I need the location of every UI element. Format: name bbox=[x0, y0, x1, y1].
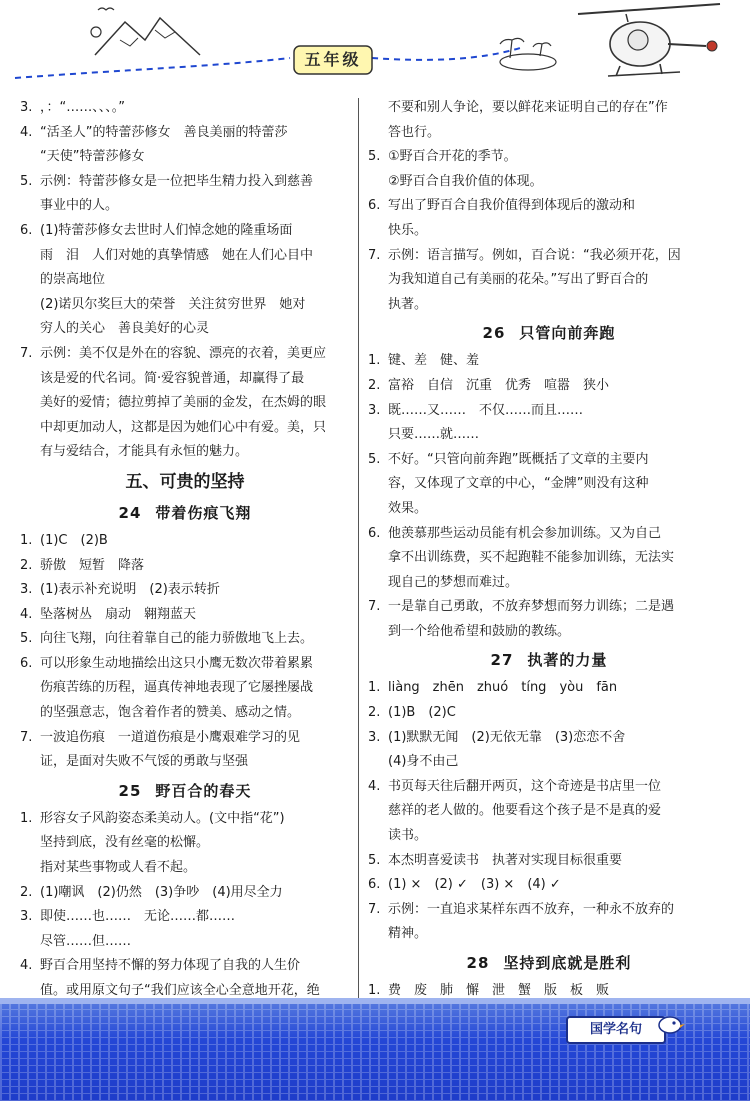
guoxue-badge: 国学名句 bbox=[566, 1016, 666, 1044]
answer-continuation: 为我知道自己有美丽的花朵。”写出了野百合的 bbox=[388, 272, 649, 288]
header-illustration bbox=[0, 0, 750, 92]
answer-continuation: 效果。 bbox=[388, 500, 428, 516]
answer-item bbox=[20, 342, 350, 367]
answer-text: 即使……也…… 无论……都…… bbox=[40, 909, 236, 925]
answer-text: (1)嘲讽 (2)仍然 (3)争吵 (4)用尽全力 bbox=[40, 884, 283, 900]
answer-item bbox=[20, 627, 350, 652]
answer-text: 向往飞翔，向往着靠自己的能力骄傲地飞上去。 bbox=[40, 631, 314, 647]
answer-item bbox=[20, 219, 350, 244]
answer-continuation: 不要和别人争论，要以鲜花来证明自己的存在”作 bbox=[388, 100, 668, 115]
answer-number: 2. bbox=[20, 557, 33, 573]
answer-number: 7. bbox=[20, 729, 33, 745]
answer-continuation: 中却更加动人，这都是因为她们心中有爱。美，只 bbox=[40, 419, 327, 435]
answer-continuation: 坚持到底，没有丝毫的松懈。 bbox=[40, 835, 210, 851]
answer-continuation: 指对某些事物或人看不起。 bbox=[40, 860, 197, 876]
answer-item bbox=[368, 374, 730, 399]
lesson-name: 坚持到底就是胜利 bbox=[503, 954, 632, 972]
cartoon-bird-icon bbox=[655, 1012, 685, 1036]
answer-item bbox=[20, 954, 350, 979]
answer-continuation: 到一个给他希望和鼓励的教练。 bbox=[388, 623, 571, 639]
answer-number: 1. bbox=[368, 353, 381, 369]
island-icon bbox=[500, 54, 556, 70]
lesson-number: 25 bbox=[118, 781, 142, 800]
answer-number: 6. bbox=[20, 222, 33, 238]
answer-text: 坠落树丛 扇动 翱翔蓝天 bbox=[40, 606, 197, 622]
answer-number: 7. bbox=[368, 599, 381, 615]
lesson-number: 24 bbox=[118, 503, 142, 522]
answer-item bbox=[20, 905, 350, 930]
answer-number: 7. bbox=[368, 901, 381, 917]
answer-continuation: ②野百合自我价值的体现。 bbox=[388, 173, 543, 189]
answer-text: 不好。“只管向前奔跑”既概括了文章的主要内 bbox=[388, 451, 649, 467]
answer-continuation: 答也行。 bbox=[388, 124, 441, 140]
helicopter-icon bbox=[578, 4, 720, 76]
answer-text: 他羡慕那些运动员能有机会参加训练。又为自己 bbox=[388, 525, 662, 541]
answer-text: 示例：语言描写。例如，百合说：“我必须开花，因 bbox=[388, 247, 681, 263]
answer-text: (1)表示补充说明 (2)表示转折 bbox=[40, 582, 220, 598]
answer-number: 5. bbox=[20, 173, 33, 189]
left-column bbox=[20, 96, 350, 1004]
answer-continuation: (4)身不由己 bbox=[388, 754, 459, 770]
answer-item bbox=[368, 194, 730, 219]
answer-text: 键、差 健、羞 bbox=[388, 353, 480, 369]
answer-item bbox=[20, 96, 350, 121]
sun-icon bbox=[91, 27, 101, 37]
lesson-number: 28 bbox=[466, 954, 490, 972]
answer-item bbox=[368, 522, 730, 547]
answer-continuation: 事业中的人。 bbox=[40, 198, 119, 214]
answer-text: 可以形象生动地描绘出这只小鹰无数次带着累累 bbox=[40, 655, 314, 671]
lesson-number: 26 bbox=[482, 324, 506, 343]
bird-icon bbox=[98, 8, 114, 10]
answer-continuation: 证，是面对失败不气馁的勇敢与坚强 bbox=[40, 754, 249, 770]
answer-item bbox=[20, 554, 350, 579]
lesson-number: 27 bbox=[490, 651, 514, 670]
answer-text: 富裕 自信 沉重 优秀 喧嚣 狭小 bbox=[388, 377, 610, 393]
answer-text: 野百合用坚持不懈的努力体现了自我的人生价 bbox=[40, 958, 301, 974]
answer-number: 6. bbox=[368, 877, 381, 893]
answer-text: 写出了野百合自我价值得到体现后的激动和 bbox=[388, 198, 636, 214]
answer-number: 7. bbox=[20, 345, 33, 361]
answer-number: 4. bbox=[20, 124, 33, 140]
answer-number: 4. bbox=[20, 606, 33, 622]
answer-text: 既……又…… 不仅……而且…… bbox=[388, 402, 584, 418]
answer-number: 1. bbox=[20, 532, 33, 548]
answer-item bbox=[368, 399, 730, 424]
answer-continuation: 只要……就…… bbox=[388, 427, 480, 443]
lesson-title bbox=[368, 646, 730, 674]
answer-number: 4. bbox=[20, 958, 33, 974]
answer-text: ①野百合开花的季节。 bbox=[388, 149, 517, 165]
lesson-title bbox=[368, 949, 730, 977]
answer-continuation: 拿不出训练费，买不起跑鞋不能参加训练，无法实 bbox=[388, 550, 675, 566]
answer-item bbox=[20, 529, 350, 554]
answer-number: 3. bbox=[20, 582, 33, 598]
answer-text: (1)C (2)B bbox=[40, 532, 108, 548]
answer-continuation: 的坚强意志，饱含着作者的赞美、感动之情。 bbox=[40, 705, 301, 721]
answer-text: (1)默默无闻 (2)无依无靠 (3)恋恋不舍 bbox=[388, 729, 626, 745]
answer-number: 5. bbox=[368, 149, 381, 165]
answer-text: “活圣人”的特蕾莎修女 善良美丽的特蕾莎 bbox=[40, 124, 288, 140]
answer-text: 一是靠自己勇敢，不放弃梦想而努力训练；二是遇 bbox=[388, 599, 675, 615]
grade-title: 五年级 bbox=[304, 50, 362, 69]
right-column bbox=[368, 96, 730, 1004]
answer-text: 骄傲 短暂 降落 bbox=[40, 557, 145, 573]
answer-continuation: 该是爱的代名词。简·爱容貌普通，却赢得了最 bbox=[40, 370, 305, 386]
column-divider bbox=[358, 98, 359, 998]
answer-number: 3. bbox=[368, 729, 381, 745]
answer-number: 3. bbox=[368, 402, 381, 418]
answer-continuation: 精神。 bbox=[388, 926, 428, 942]
answer-text: 一波追伤痕 一道道伤痕是小鹰艰难学习的见 bbox=[40, 729, 301, 745]
answer-item bbox=[368, 349, 730, 374]
answer-number: 2. bbox=[368, 377, 381, 393]
answer-number: 7. bbox=[368, 247, 381, 263]
lesson-name: 只管向前奔跑 bbox=[519, 324, 616, 343]
answer-item bbox=[20, 603, 350, 628]
lesson-title bbox=[368, 319, 730, 347]
answer-text: (1) × (2) ✓ (3) × (4) ✓ bbox=[388, 877, 561, 893]
answer-item bbox=[20, 652, 350, 677]
answer-item bbox=[20, 807, 350, 832]
answer-item bbox=[20, 170, 350, 195]
answer-number: 3. bbox=[20, 100, 33, 115]
lesson-name: 执著的力量 bbox=[527, 651, 608, 670]
answer-number: 1. bbox=[368, 680, 381, 696]
answer-number: 6. bbox=[368, 525, 381, 541]
answer-text: 费 废 肺 懈 泄 蟹 版 板 贩 bbox=[388, 983, 610, 998]
page-header bbox=[0, 0, 750, 92]
answer-continuation: “天使”特蕾莎修女 bbox=[40, 149, 145, 165]
answer-continuation: 快乐。 bbox=[388, 222, 428, 238]
answer-continuation: 现自己的梦想而难过。 bbox=[388, 574, 519, 590]
answer-number: 6. bbox=[368, 198, 381, 214]
answer-item bbox=[368, 898, 730, 923]
lesson-name: 野百合的春天 bbox=[155, 781, 252, 800]
answer-continuation: 读书。 bbox=[388, 828, 428, 844]
answer-continuation: 执著。 bbox=[388, 296, 428, 312]
section-title: 五、可贵的坚持 bbox=[125, 471, 245, 492]
answer-number: 3. bbox=[20, 909, 33, 925]
answer-number: 5. bbox=[368, 852, 381, 868]
answer-item bbox=[368, 873, 730, 898]
answer-item bbox=[20, 578, 350, 603]
answer-text: 示例：一直追求某样东西不放弃，一种永不放弃的 bbox=[388, 901, 675, 917]
answer-item bbox=[368, 145, 730, 170]
answer-text: liàng zhēn zhuó tíng yòu fān bbox=[388, 680, 618, 696]
answer-continuation: 尽管……但…… bbox=[40, 933, 132, 949]
answer-number: 1. bbox=[368, 983, 381, 998]
answer-continuation: 容，又体现了文章的中心，“金牌”则没有这种 bbox=[388, 476, 649, 492]
answer-continuation: 的崇高地位 bbox=[40, 272, 106, 288]
answer-item bbox=[368, 726, 730, 751]
answer-continuation: 雨 泪 人们对她的真挚情感 她在人们心目中 bbox=[40, 247, 314, 263]
answer-text: (1)B (2)C bbox=[388, 705, 456, 721]
answer-item bbox=[368, 676, 730, 701]
answer-text: 本杰明喜爱读书 执著对实现目标很重要 bbox=[388, 852, 623, 868]
answer-continuation: 伤痕苦练的历程，逼真传神地表现了它屡挫屡战 bbox=[40, 680, 314, 696]
answer-continuation: 有与爱结合，才能具有永恒的魅力。 bbox=[40, 444, 249, 460]
answer-continuation: 穷人的关心 善良美好的心灵 bbox=[40, 321, 210, 337]
answer-number: 2. bbox=[368, 705, 381, 721]
answer-text: ，：“……、、、。” bbox=[40, 100, 125, 115]
answer-text: 示例：特蕾莎修女是一位把毕生精力投入到慈善 bbox=[40, 173, 314, 189]
answer-continuation: 美好的爱情；德拉剪掉了美丽的金发，在杰姆的眼 bbox=[40, 395, 327, 411]
answer-item bbox=[368, 701, 730, 726]
answer-number: 6. bbox=[20, 655, 33, 671]
answer-item bbox=[20, 881, 350, 906]
answer-item bbox=[368, 849, 730, 874]
answer-number: 1. bbox=[20, 810, 33, 826]
answer-text: (1)特蕾莎修女去世时人们悼念她的隆重场面 bbox=[40, 222, 293, 238]
answer-text: 书页每天往后翻开两页，这个奇迹是书店里一位 bbox=[388, 778, 662, 794]
answer-continuation: 慈祥的老人做的。他要看这个孩子是不是真的爱 bbox=[388, 803, 662, 819]
page-footer bbox=[0, 998, 750, 1101]
answer-item bbox=[20, 726, 350, 751]
answer-item bbox=[368, 775, 730, 800]
lesson-name: 带着伤痕飞翔 bbox=[155, 503, 252, 522]
answer-item bbox=[20, 121, 350, 146]
answer-item bbox=[368, 595, 730, 620]
answer-item bbox=[368, 448, 730, 473]
lesson-title bbox=[20, 499, 350, 527]
answer-item bbox=[368, 244, 730, 269]
mountain-sketch bbox=[95, 18, 200, 55]
answer-number: 5. bbox=[20, 631, 33, 647]
answer-text: 示例：美不仅是外在的容貌、漂亮的衣着，美更应 bbox=[40, 345, 327, 361]
dashed-path bbox=[15, 58, 290, 78]
answer-text: 形容女子风韵姿态柔美动人。(文中指“花”) bbox=[40, 810, 285, 826]
answer-number: 5. bbox=[368, 451, 381, 467]
answer-number: 2. bbox=[20, 884, 33, 900]
answer-continuation: (2)诺贝尔奖巨大的荣誉 关注贫穷世界 她对 bbox=[40, 296, 306, 312]
lesson-title bbox=[20, 777, 350, 805]
answer-number: 4. bbox=[368, 778, 381, 794]
answer-continuation: 值。或用原文句子“我们应该全心全意地开花，绝 bbox=[40, 983, 320, 998]
